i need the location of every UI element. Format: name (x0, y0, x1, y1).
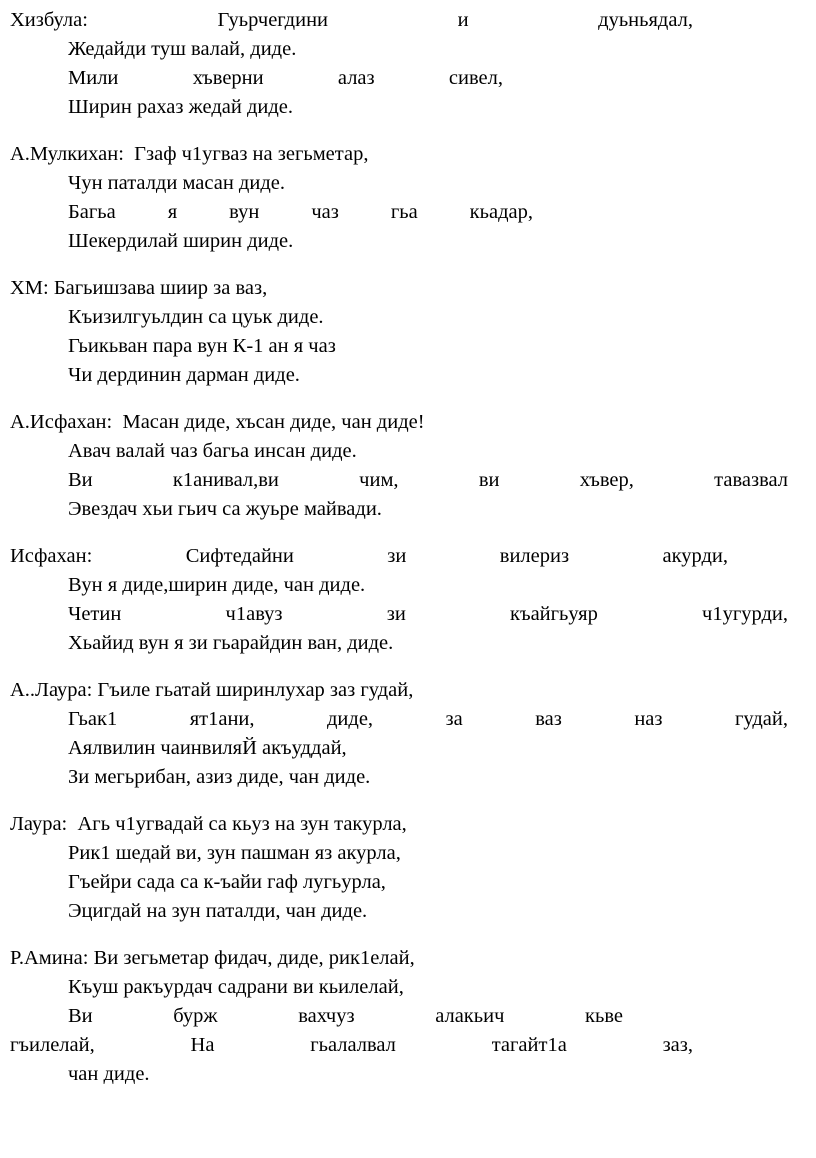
poem-line: Р.Амина: Ви зегьметар фидач, диде, рик1елай, (10, 947, 415, 969)
poem-line: гъилелай, На гьалалвал тагайт1а заз, (10, 1034, 693, 1056)
poem-line: Четин ч1авуз зи къайгьуяр ч1угурди, (68, 603, 788, 625)
poem-line: Аялвилин чаинвиляЙ акъуддай, (68, 737, 347, 759)
poem-line: Чи дердинин дарман диде. (68, 364, 300, 386)
poem-line: Рик1 шедай ви, зун пашман яз акурла, (68, 842, 401, 864)
poem-line: Жедайди туш валай, диде. (68, 38, 297, 60)
poem-line: Мили хъверни алаз сивел, (68, 67, 503, 89)
poem-line: Вун я диде,ширин диде, чан диде. (68, 574, 366, 596)
poem-line: Гьикьван пара вун К-1 ан я чаз (68, 335, 336, 357)
poem-line: Чун паталди масан диде. (68, 172, 285, 194)
poem-line: Хизбула: Гуьрчегдини и дуьньядал, (10, 9, 693, 31)
poem-line: Ви бурж вахчуз алакьич кьве (68, 1005, 623, 1027)
poem-line: Авач валай чаз багьа инсан диде. (68, 440, 357, 462)
poem-line: чан диде. (68, 1063, 150, 1085)
poem-line: Эцигдай на зун паталди, чан диде. (68, 900, 368, 922)
poem-line: Къуш ракъурдач садрани ви кьилелай, (68, 976, 404, 998)
poem-line: Исфахан: Сифтедайни зи вилериз акурди, (10, 545, 728, 567)
poem-line: Багьа я вун чаз гьа кьадар, (68, 201, 533, 223)
stanza-hizbula (10, 6, 788, 122)
poem-line: Гьак1 ят1ани, диде, за ваз наз гудай, (68, 708, 788, 730)
poem-line: Шекердилай ширин диде. (68, 230, 294, 252)
poem-line: Эвездач хьи гьич са жуьре майвади. (68, 498, 382, 520)
stanza-a-laura (10, 676, 788, 792)
stanza-a-isfahan (10, 408, 788, 524)
poem-line: Зи мегьрибан, азиз диде, чан диде. (68, 766, 371, 788)
poem-line: А..Лаура: Гъиле гьатай ширинлухар заз гудай, (10, 679, 414, 701)
poem-line: Гъейри сада са к-ъайи гаф лугьурла, (68, 871, 386, 893)
poem-line: Хьайид вун я зи гьарайдин ван, диде. (68, 632, 394, 654)
stanza-laura (10, 810, 788, 926)
stanza-r-amina (10, 944, 788, 1089)
poem-line: ХМ: Багьишзава шиир за ваз, (10, 277, 268, 299)
poem-body (10, 6, 788, 1089)
poem-line: А.Мулкихан: Гзаф ч1угваз на зегьметар, (10, 143, 369, 165)
stanza-isfahan (10, 542, 788, 658)
poem-line: Ширин рахаз жедай диде. (68, 96, 294, 118)
stanza-a-mulkihan (10, 140, 788, 256)
poem-line: Къизилгуьлдин са цуьк диде. (68, 306, 324, 328)
poem-line: А.Исфахан: Масан диде, хъсан диде, чан диде! (10, 411, 425, 433)
poem-line: Ви к1анивал,ви чим, ви хъвер, тавазвал (68, 469, 788, 491)
stanza-hm (10, 274, 788, 390)
poem-line: Лаура: Агь ч1угвадай са кьуз на зун такурла, (10, 813, 407, 835)
